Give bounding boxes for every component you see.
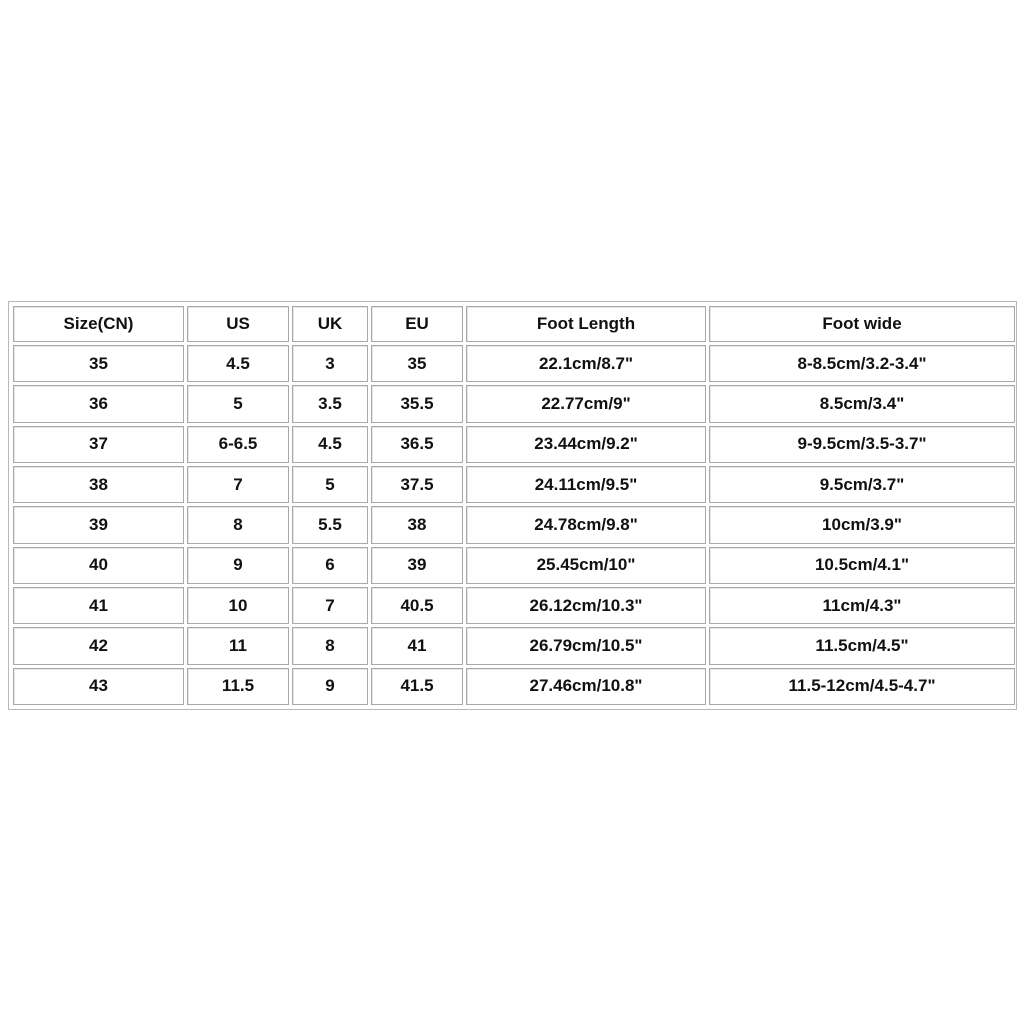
cell-size-cn: 43 — [13, 668, 184, 705]
table-row — [13, 345, 1015, 382]
header-size-cn: Size(CN) — [13, 306, 184, 342]
cell-us: 5 — [187, 385, 289, 422]
cell-size-cn: 41 — [13, 587, 184, 624]
cell-size-cn: 39 — [13, 506, 184, 543]
cell-eu: 41 — [371, 627, 463, 664]
cell-us: 4.5 — [187, 345, 289, 382]
table-row — [13, 668, 1015, 705]
cell-eu: 40.5 — [371, 587, 463, 624]
cell-uk: 6 — [292, 547, 368, 584]
cell-foot-wide: 8.5cm/3.4" — [709, 385, 1015, 422]
cell-foot-length: 26.79cm/10.5" — [466, 627, 706, 664]
cell-foot-wide: 10cm/3.9" — [709, 506, 1015, 543]
header-row — [13, 306, 1015, 342]
cell-foot-wide: 11.5cm/4.5" — [709, 627, 1015, 664]
cell-size-cn: 38 — [13, 466, 184, 503]
table-row — [13, 426, 1015, 463]
cell-uk: 9 — [292, 668, 368, 705]
cell-us: 8 — [187, 506, 289, 543]
cell-foot-wide: 10.5cm/4.1" — [709, 547, 1015, 584]
cell-foot-length: 24.11cm/9.5" — [466, 466, 706, 503]
size-chart — [8, 301, 1017, 710]
cell-eu: 39 — [371, 547, 463, 584]
cell-us: 11 — [187, 627, 289, 664]
table-row — [13, 466, 1015, 503]
cell-us: 9 — [187, 547, 289, 584]
cell-eu: 41.5 — [371, 668, 463, 705]
cell-foot-wide: 11.5-12cm/4.5-4.7" — [709, 668, 1015, 705]
table-row — [13, 385, 1015, 422]
cell-foot-length: 22.1cm/8.7" — [466, 345, 706, 382]
cell-us: 6-6.5 — [187, 426, 289, 463]
cell-foot-length: 22.77cm/9" — [466, 385, 706, 422]
cell-foot-wide: 9.5cm/3.7" — [709, 466, 1015, 503]
cell-eu: 35 — [371, 345, 463, 382]
cell-us: 11.5 — [187, 668, 289, 705]
table-row — [13, 506, 1015, 543]
cell-us: 7 — [187, 466, 289, 503]
cell-eu: 36.5 — [371, 426, 463, 463]
header-eu: EU — [371, 306, 463, 342]
cell-uk: 3 — [292, 345, 368, 382]
cell-uk: 5 — [292, 466, 368, 503]
cell-size-cn: 36 — [13, 385, 184, 422]
cell-us: 10 — [187, 587, 289, 624]
header-foot-length: Foot Length — [466, 306, 706, 342]
cell-foot-wide: 9-9.5cm/3.5-3.7" — [709, 426, 1015, 463]
header-us: US — [187, 306, 289, 342]
cell-eu: 38 — [371, 506, 463, 543]
cell-size-cn: 42 — [13, 627, 184, 664]
table-row — [13, 627, 1015, 664]
cell-size-cn: 37 — [13, 426, 184, 463]
size-chart-table — [10, 303, 1018, 708]
cell-foot-wide: 8-8.5cm/3.2-3.4" — [709, 345, 1015, 382]
cell-eu: 37.5 — [371, 466, 463, 503]
cell-size-cn: 35 — [13, 345, 184, 382]
cell-foot-length: 25.45cm/10" — [466, 547, 706, 584]
cell-eu: 35.5 — [371, 385, 463, 422]
header-uk: UK — [292, 306, 368, 342]
cell-foot-wide: 11cm/4.3" — [709, 587, 1015, 624]
cell-uk: 7 — [292, 587, 368, 624]
cell-foot-length: 24.78cm/9.8" — [466, 506, 706, 543]
cell-foot-length: 27.46cm/10.8" — [466, 668, 706, 705]
cell-foot-length: 26.12cm/10.3" — [466, 587, 706, 624]
cell-size-cn: 40 — [13, 547, 184, 584]
header-foot-wide: Foot wide — [709, 306, 1015, 342]
cell-uk: 3.5 — [292, 385, 368, 422]
cell-uk: 4.5 — [292, 426, 368, 463]
cell-uk: 5.5 — [292, 506, 368, 543]
table-row — [13, 547, 1015, 584]
cell-uk: 8 — [292, 627, 368, 664]
table-row — [13, 587, 1015, 624]
cell-foot-length: 23.44cm/9.2" — [466, 426, 706, 463]
